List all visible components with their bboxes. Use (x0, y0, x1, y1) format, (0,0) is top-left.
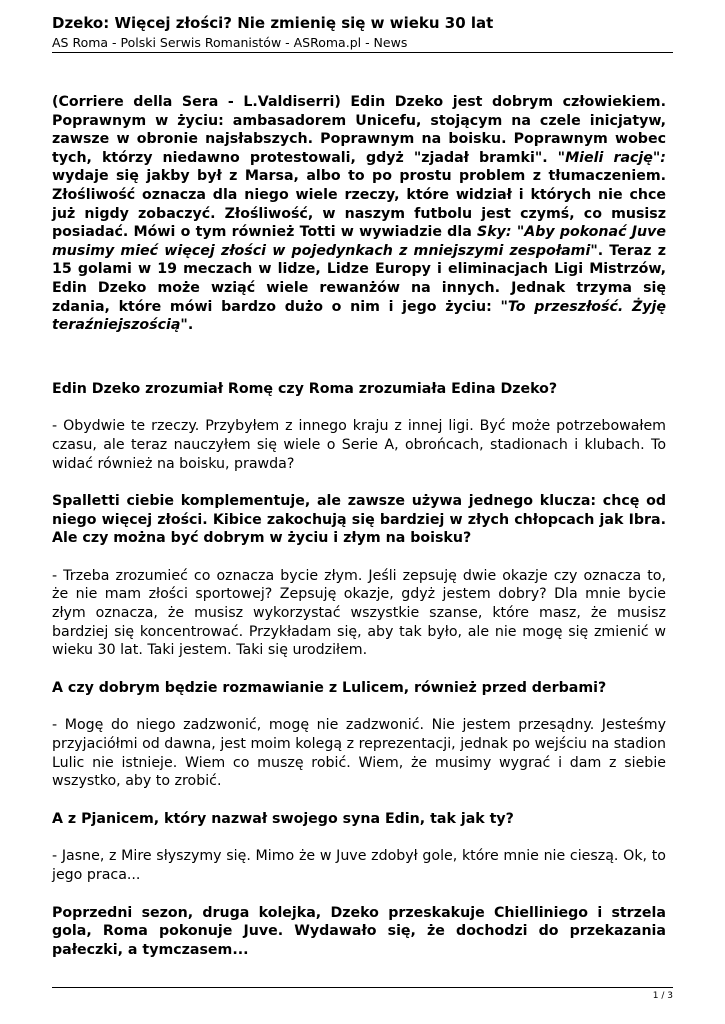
lead-text-2: wydaje się jakby był z Marsa, albo to po prostu problem z tłumaczeniem. Złośliwość oznacza dla niego wiele rzeczy, które widział i których nie chce już nigdy zobaczyć. Złośliwość, w naszym futbolu jest czymś, co musisz posiadać. Mówi o tym również Totti w wywiadzie dla (52, 168, 666, 241)
article-body (52, 93, 666, 959)
page-number: 1 / 3 (652, 991, 673, 1001)
page-header (52, 14, 673, 51)
answer-4: - Jasne, z Mire słyszymy się. Mimo że w Juve zdobył gole, które mnie nie cieszą. Ok, to jego praca... (52, 848, 666, 883)
lead-quote-3: To przeszłość. Żyję teraźniejszością (52, 298, 666, 334)
site-subtitle: AS Roma - Polski Serwis Romanistów - ASRoma.pl - News (52, 35, 408, 50)
question-1: Edin Dzeko zrozumiał Romę czy Roma zrozumiała Edina Dzeko? (52, 380, 558, 397)
answer-3: - Mogę do niego zadzwonić, mogę nie zadzwonić. Nie jestem przesądny. Jesteśmy przyjaciółmi od dawna, jest moim kolegą z reprezentacji, jednak po wejściu na stadion Lulic nie istnieje. Wiem co muszę robić. Wiem, że musimy wygrać i dam z siebie wszystko, aby to zrobić. (52, 717, 666, 790)
lead-text-4: ". (180, 317, 194, 334)
lead-text-1: (Corriere della Sera - L.Valdiserri) Edin Dzeko jest dobrym człowiekiem. Poprawnym w życiu: ambasadorem Unicefu, stojącym na czele inicjatyw, zawsze w obronie najsłabszych. Poprawnym na boisku. Poprawnym wobec tych, którzy niedawno protestowali, gdyż "zjadał bramki". " (52, 94, 666, 166)
article-title: Dzeko: Więcej złości? Nie zmienię się w wieku 30 lat (52, 14, 494, 32)
lead-quote-2: Sky: "Aby pokonać Juve musimy mieć więcej złości w pojedynkach z mniejszymi zespołami (52, 224, 666, 259)
lead-paragraph (52, 93, 666, 335)
question-2: Spalletti ciebie komplementuje, ale zawsze używa jednego klucza: chcę od niego więcej złości. Kibice zakochują się bardziej w złych chłopcach jak Ibra. Ale czy można być dobrym w życiu i złym na boisku? (52, 493, 666, 547)
answer-2: - Trzeba zrozumieć co oznacza bycie złym. Jeśli zepsuję dwie okazje czy oznacza to, że nie mam złości sportowej? Zepsuję okazje, gdyż jestem dobry? Dla mnie bycie złym oznacza, że musisz wykorzystać wszystkie szanse, które masz, że musisz bardziej się koncentrować. Przykładam się, aby tak było, ale nie mogę się zmienić w wieku 30 lat. Taki jestem. Taki się urodziłem. (52, 567, 666, 659)
lead-text-3: ". Teraz z 15 golami w 19 meczach w lidze, Lidze Europy i eliminacjach Ligi Mistrzów, Edin Dzeko może wziąć wiele rewanżów na innych. Jednak trzyma się zdania, które mówi bardzo dużo o nim i jego życiu: " (52, 242, 666, 315)
header-divider (52, 52, 673, 53)
footer-divider (52, 987, 673, 988)
closing-paragraph: Poprzedni sezon, druga kolejka, Dzeko przeskakuje Chielliniego i strzela gola, Roma pokonuje Juve. Wydawało się, że dochodzi do przekazania pałeczki, a tymczasem... (52, 904, 666, 958)
question-3: A czy dobrym będzie rozmawianie z Lulicem, również przed derbami? (52, 679, 607, 696)
lead-quote-1: Mieli rację": (565, 149, 666, 166)
answer-1: - Obydwie te rzeczy. Przybyłem z innego kraju z innej ligi. Być może potrzebowałem czasu, ale teraz nauczyłem się wiele o Serie A, obrońcach, stadionach i klubach. To widać również na boisku, prawda? (52, 418, 666, 472)
question-4: A z Pjanicem, który nazwał swojego syna Edin, tak jak ty? (52, 810, 514, 827)
